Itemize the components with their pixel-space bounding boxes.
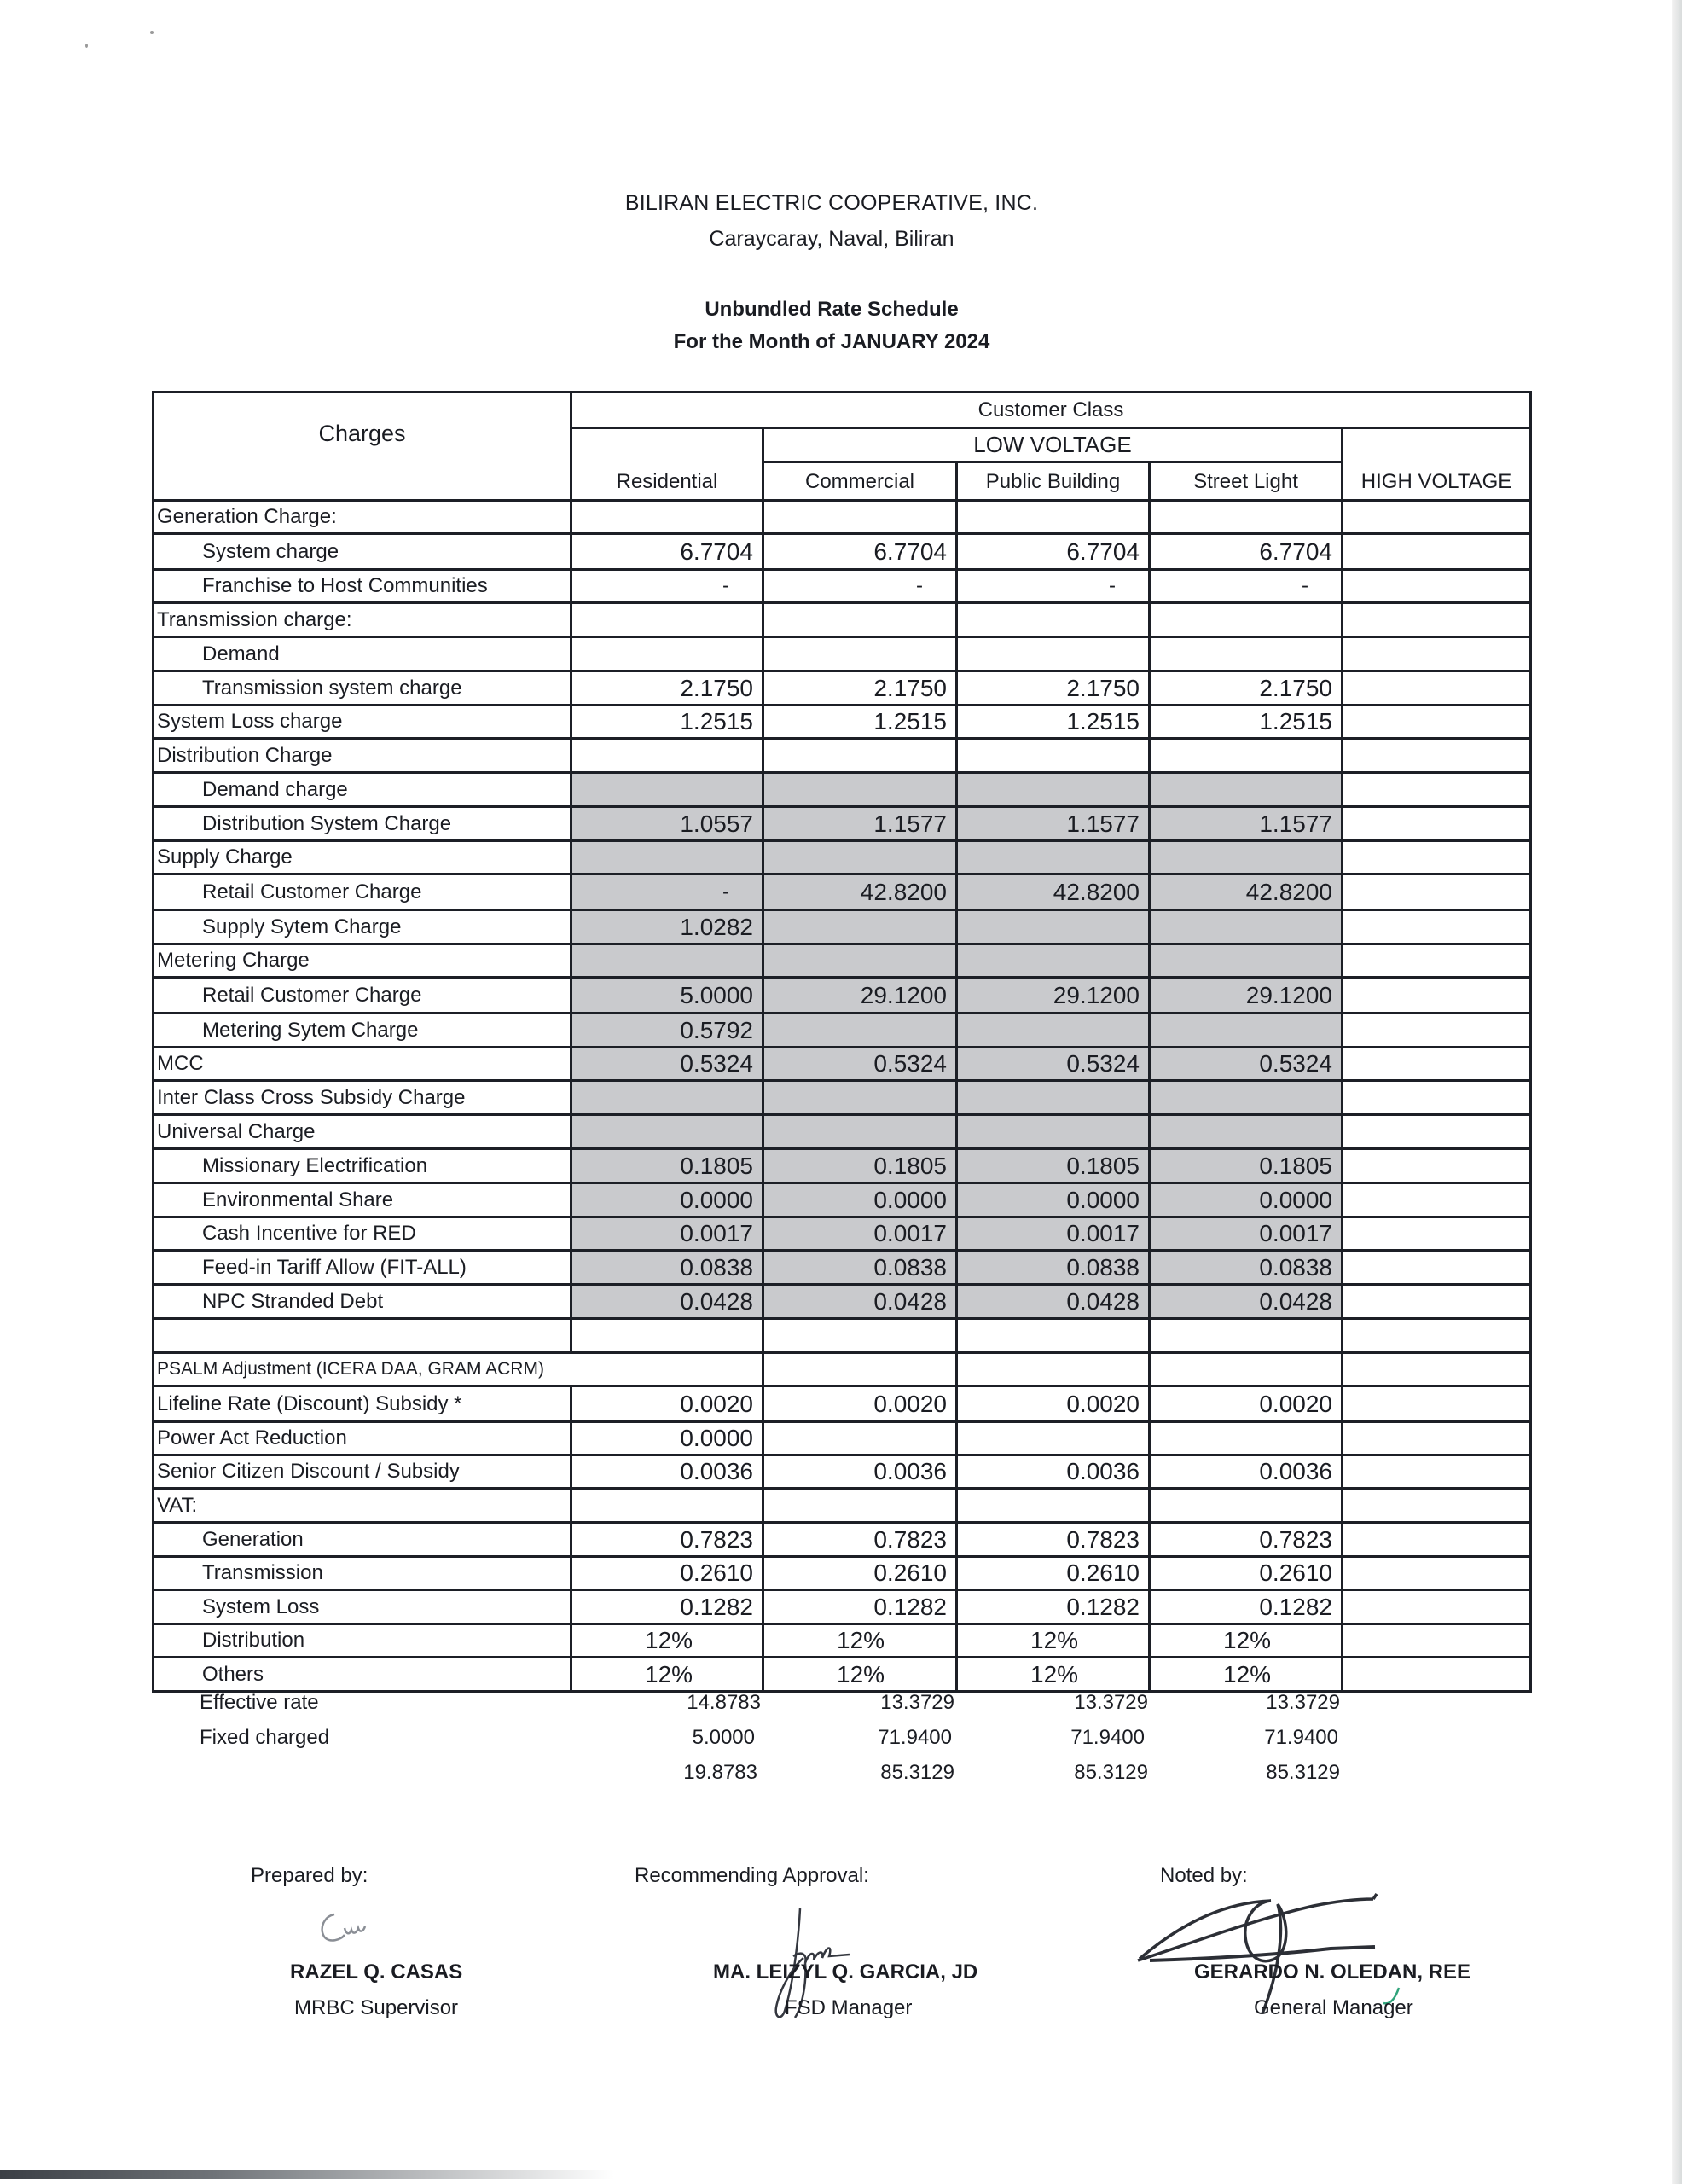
cell-residential: 0.0838: [571, 1251, 763, 1285]
summary-value: 71.9400: [1070, 1726, 1145, 1749]
row-label: Generation Charge:: [154, 501, 571, 534]
cell-commercial: 12%: [763, 1658, 957, 1692]
cell-commercial: [763, 910, 957, 944]
cell-street-light: [1150, 1422, 1343, 1455]
cell-residential: 0.1282: [571, 1590, 763, 1624]
noted-by-label: Noted by:: [1160, 1864, 1248, 1887]
cell-high-voltage: [1343, 1422, 1531, 1455]
cell-public-building: 2.1750: [957, 671, 1150, 706]
cell-street-light: -: [1150, 570, 1343, 603]
cell-street-light: 0.0017: [1150, 1217, 1343, 1251]
row-label: Environmental Share: [154, 1183, 571, 1217]
organization-address: Caraycaray, Naval, Biliran: [709, 227, 954, 251]
cell-residential: [571, 773, 763, 807]
row-label: System charge: [154, 534, 571, 570]
cell-street-light: 42.8200: [1150, 874, 1343, 910]
scan-edge-shadow: [0, 2170, 614, 2179]
header-high-voltage: HIGH VOLTAGE: [1343, 428, 1531, 501]
cell-commercial: 0.0020: [763, 1386, 957, 1422]
cell-street-light: [1150, 1353, 1343, 1386]
cell-street-light: [1150, 1115, 1343, 1149]
cell-residential: 1.0282: [571, 910, 763, 944]
row-label: Metering Sytem Charge: [154, 1014, 571, 1048]
cell-public-building: 0.1805: [957, 1149, 1150, 1183]
signature-casas: [316, 1909, 384, 1948]
cell-public-building: [957, 841, 1150, 874]
cell-residential: 0.0017: [571, 1217, 763, 1251]
cell-commercial: 0.0428: [763, 1285, 957, 1319]
cell-high-voltage: [1343, 1285, 1531, 1319]
row-label: Metering Charge: [154, 944, 571, 978]
prepared-by-label: Prepared by:: [251, 1864, 368, 1887]
cell-high-voltage: [1343, 1455, 1531, 1489]
table-row: [154, 1285, 1531, 1319]
cell-high-voltage: [1343, 910, 1531, 944]
cell-residential: 1.2515: [571, 706, 763, 739]
cell-street-light: [1150, 1319, 1343, 1353]
cell-residential: 0.5792: [571, 1014, 763, 1048]
cell-residential: 0.5324: [571, 1048, 763, 1081]
row-label: MCC: [154, 1048, 571, 1081]
cell-high-voltage: [1343, 739, 1531, 773]
row-label: Supply Charge: [154, 841, 571, 874]
cell-high-voltage: [1343, 1624, 1531, 1658]
cell-street-light: 1.1577: [1150, 807, 1343, 841]
cell-street-light: [1150, 1014, 1343, 1048]
cell-commercial: [763, 501, 957, 534]
header-public-building: Public Building: [957, 462, 1150, 501]
header-low-voltage: LOW VOLTAGE: [763, 428, 1343, 462]
cell-commercial: [763, 944, 957, 978]
cell-high-voltage: [1343, 1115, 1531, 1149]
summary-value: 13.3729: [1074, 1691, 1148, 1714]
cell-residential: [571, 637, 763, 671]
cell-commercial: 6.7704: [763, 534, 957, 570]
row-label: Distribution Charge: [154, 739, 571, 773]
cell-high-voltage: [1343, 807, 1531, 841]
row-label: Feed-in Tariff Allow (FIT-ALL): [154, 1251, 571, 1285]
cell-commercial: 0.1805: [763, 1149, 957, 1183]
cell-high-voltage: [1343, 1557, 1531, 1590]
row-label: Demand charge: [154, 773, 571, 807]
table-row: [154, 603, 1531, 637]
row-label: VAT:: [154, 1489, 571, 1523]
cell-public-building: [957, 944, 1150, 978]
summary-value: 85.3129: [880, 1761, 954, 1784]
row-label: Cash Incentive for RED: [154, 1217, 571, 1251]
cell-public-building: 0.2610: [957, 1557, 1150, 1590]
table-row: [154, 1014, 1531, 1048]
cell-commercial: 1.2515: [763, 706, 957, 739]
cell-commercial: 0.0036: [763, 1455, 957, 1489]
row-label: Missionary Electrification: [154, 1149, 571, 1183]
scan-speck: [150, 31, 154, 34]
row-label: Demand: [154, 637, 571, 671]
cell-street-light: 0.7823: [1150, 1523, 1343, 1557]
table-row: [154, 501, 1531, 534]
cell-high-voltage: [1343, 1319, 1531, 1353]
cell-public-building: 0.0428: [957, 1285, 1150, 1319]
table-row: [154, 1183, 1531, 1217]
table-row: [154, 807, 1531, 841]
cell-residential: 0.0020: [571, 1386, 763, 1422]
cell-high-voltage: [1343, 1081, 1531, 1115]
cell-high-voltage: [1343, 570, 1531, 603]
cell-high-voltage: [1343, 944, 1531, 978]
table-row: [154, 1048, 1531, 1081]
cell-public-building: [957, 773, 1150, 807]
cell-residential: 12%: [571, 1624, 763, 1658]
row-label: Generation: [154, 1523, 571, 1557]
cell-street-light: [1150, 637, 1343, 671]
table-row: [154, 706, 1531, 739]
cell-public-building: 0.0017: [957, 1217, 1150, 1251]
table-row: [154, 570, 1531, 603]
table-row: [154, 1624, 1531, 1658]
cell-residential: [571, 1081, 763, 1115]
cell-public-building: 0.7823: [957, 1523, 1150, 1557]
cell-public-building: [957, 1081, 1150, 1115]
cell-residential: 12%: [571, 1658, 763, 1692]
cell-commercial: 0.2610: [763, 1557, 957, 1590]
table-row: [154, 1353, 1531, 1386]
cell-commercial: 0.0017: [763, 1217, 957, 1251]
cell-residential: [571, 739, 763, 773]
row-label: [154, 1319, 571, 1353]
row-label: NPC Stranded Debt: [154, 1285, 571, 1319]
cell-commercial: -: [763, 570, 957, 603]
cell-public-building: 42.8200: [957, 874, 1150, 910]
cell-street-light: 0.0428: [1150, 1285, 1343, 1319]
cell-public-building: 6.7704: [957, 534, 1150, 570]
cell-high-voltage: [1343, 773, 1531, 807]
cell-commercial: 0.5324: [763, 1048, 957, 1081]
summary-value: 14.8783: [687, 1691, 761, 1714]
table-row: [154, 1251, 1531, 1285]
cell-residential: -: [571, 874, 763, 910]
table-row: [154, 773, 1531, 807]
cell-high-voltage: [1343, 534, 1531, 570]
cell-residential: 6.7704: [571, 534, 763, 570]
cell-public-building: [957, 1489, 1150, 1523]
cell-public-building: 12%: [957, 1658, 1150, 1692]
row-label: Distribution: [154, 1624, 571, 1658]
cell-residential: [571, 841, 763, 874]
row-label: Franchise to Host Communities: [154, 570, 571, 603]
table-row: [154, 1081, 1531, 1115]
row-label: Inter Class Cross Subsidy Charge: [154, 1081, 571, 1115]
cell-residential: 0.1805: [571, 1149, 763, 1183]
cell-commercial: 0.1282: [763, 1590, 957, 1624]
table-row: [154, 1217, 1531, 1251]
cell-commercial: [763, 637, 957, 671]
table-row: [154, 1523, 1531, 1557]
cell-high-voltage: [1343, 671, 1531, 706]
table-row: [154, 671, 1531, 706]
cell-street-light: [1150, 841, 1343, 874]
cell-high-voltage: [1343, 637, 1531, 671]
prepared-by-title: MRBC Supervisor: [294, 1996, 459, 2019]
cell-commercial: [763, 841, 957, 874]
cell-commercial: [763, 1014, 957, 1048]
cell-street-light: [1150, 739, 1343, 773]
table-row: [154, 1319, 1531, 1353]
header-street-light: Street Light: [1150, 462, 1343, 501]
cell-public-building: 0.0036: [957, 1455, 1150, 1489]
cell-residential: [571, 944, 763, 978]
cell-high-voltage: [1343, 1251, 1531, 1285]
cell-commercial: [763, 1081, 957, 1115]
row-label: Power Act Reduction: [154, 1422, 571, 1455]
cell-public-building: [957, 637, 1150, 671]
cell-residential: 0.0000: [571, 1422, 763, 1455]
table-row: [154, 1489, 1531, 1523]
table-row: [154, 1557, 1531, 1590]
cell-commercial: [763, 1489, 957, 1523]
row-label: Universal Charge: [154, 1115, 571, 1149]
cell-public-building: [957, 1014, 1150, 1048]
cell-street-light: 12%: [1150, 1658, 1343, 1692]
cell-street-light: 1.2515: [1150, 706, 1343, 739]
header-commercial: Commercial: [763, 462, 957, 501]
cell-street-light: 0.1805: [1150, 1149, 1343, 1183]
cell-residential: 2.1750: [571, 671, 763, 706]
cell-residential: [571, 1115, 763, 1149]
prepared-by-name: RAZEL Q. CASAS: [290, 1960, 463, 1984]
row-label: Retail Customer Charge: [154, 874, 571, 910]
row-label: PSALM Adjustment (ICERA DAA, GRAM ACRM): [154, 1353, 763, 1386]
cell-street-light: 0.1282: [1150, 1590, 1343, 1624]
cell-street-light: 12%: [1150, 1624, 1343, 1658]
cell-public-building: 12%: [957, 1624, 1150, 1658]
rate-schedule-table: [152, 391, 1532, 1693]
cell-commercial: 1.1577: [763, 807, 957, 841]
table-row: [154, 1455, 1531, 1489]
cell-public-building: [957, 739, 1150, 773]
cell-residential: 1.0557: [571, 807, 763, 841]
table-row: [154, 841, 1531, 874]
cell-public-building: [957, 501, 1150, 534]
summary-label: Effective rate: [200, 1691, 319, 1714]
row-label: System Loss charge: [154, 706, 571, 739]
summary-fixed-charged: [152, 1726, 1529, 1760]
row-label: Others: [154, 1658, 571, 1692]
header-charges: Charges: [154, 392, 571, 501]
cell-high-voltage: [1343, 1523, 1531, 1557]
table-row: [154, 1386, 1531, 1422]
cell-street-light: [1150, 501, 1343, 534]
cell-residential: 0.0428: [571, 1285, 763, 1319]
cell-street-light: 0.0020: [1150, 1386, 1343, 1422]
cell-residential: [571, 1319, 763, 1353]
cell-commercial: [763, 603, 957, 637]
summary-value: 13.3729: [1266, 1691, 1340, 1714]
noted-by-name: GERARDO N. OLEDAN, REE: [1194, 1960, 1471, 1984]
cell-public-building: [957, 603, 1150, 637]
cell-residential: 0.0000: [571, 1183, 763, 1217]
table-row: [154, 910, 1531, 944]
header-row-1: [154, 392, 1531, 428]
row-label: Transmission: [154, 1557, 571, 1590]
cell-commercial: [763, 1319, 957, 1353]
cell-street-light: [1150, 773, 1343, 807]
cell-commercial: 0.0838: [763, 1251, 957, 1285]
cell-commercial: [763, 773, 957, 807]
cell-street-light: [1150, 1081, 1343, 1115]
cell-street-light: [1150, 1489, 1343, 1523]
cell-high-voltage: [1343, 1590, 1531, 1624]
cell-street-light: 0.2610: [1150, 1557, 1343, 1590]
table-row: [154, 1590, 1531, 1624]
cell-commercial: [763, 739, 957, 773]
recommending-name: MA. LEIZYL Q. GARCIA, JD: [713, 1960, 978, 1984]
cell-high-voltage: [1343, 841, 1531, 874]
cell-public-building: [957, 1422, 1150, 1455]
summary-value: 19.8783: [683, 1761, 757, 1784]
cell-street-light: 29.1200: [1150, 978, 1343, 1014]
cell-commercial: 0.7823: [763, 1523, 957, 1557]
cell-residential: 0.7823: [571, 1523, 763, 1557]
table-row: [154, 1658, 1531, 1692]
cell-high-voltage: [1343, 1048, 1531, 1081]
cell-high-voltage: [1343, 1353, 1531, 1386]
table-row: [154, 739, 1531, 773]
cell-public-building: 0.5324: [957, 1048, 1150, 1081]
row-label: Senior Citizen Discount / Subsidy: [154, 1455, 571, 1489]
row-label: Lifeline Rate (Discount) Subsidy *: [154, 1386, 571, 1422]
cell-residential: 0.0036: [571, 1455, 763, 1489]
table-row: [154, 1149, 1531, 1183]
scan-speck: [85, 44, 88, 48]
cell-street-light: 0.0000: [1150, 1183, 1343, 1217]
cell-high-voltage: [1343, 1658, 1531, 1692]
cell-public-building: 0.1282: [957, 1590, 1150, 1624]
cell-commercial: 2.1750: [763, 671, 957, 706]
table-row: [154, 874, 1531, 910]
row-label: Retail Customer Charge: [154, 978, 571, 1014]
cell-street-light: 6.7704: [1150, 534, 1343, 570]
header-residential: Residential: [571, 428, 763, 501]
cell-residential: -: [571, 570, 763, 603]
cell-public-building: -: [957, 570, 1150, 603]
table-row: [154, 1422, 1531, 1455]
cell-commercial: [763, 1115, 957, 1149]
cell-public-building: 0.0020: [957, 1386, 1150, 1422]
cell-street-light: [1150, 603, 1343, 637]
cell-commercial: 42.8200: [763, 874, 957, 910]
table-row: [154, 944, 1531, 978]
summary-total: [152, 1761, 1529, 1795]
cell-street-light: [1150, 910, 1343, 944]
cell-high-voltage: [1343, 1489, 1531, 1523]
cell-residential: 5.0000: [571, 978, 763, 1014]
summary-value: 71.9400: [878, 1726, 952, 1749]
cell-high-voltage: [1343, 1183, 1531, 1217]
row-label: Transmission charge:: [154, 603, 571, 637]
cell-public-building: 1.2515: [957, 706, 1150, 739]
cell-residential: [571, 1489, 763, 1523]
cell-street-light: [1150, 944, 1343, 978]
table-row: [154, 1115, 1531, 1149]
summary-value: 13.3729: [880, 1691, 954, 1714]
cell-residential: [571, 603, 763, 637]
cell-high-voltage: [1343, 1014, 1531, 1048]
document-period: For the Month of JANUARY 2024: [673, 330, 990, 353]
cell-commercial: 29.1200: [763, 978, 957, 1014]
row-label: Distribution System Charge: [154, 807, 571, 841]
cell-high-voltage: [1343, 706, 1531, 739]
cell-public-building: [957, 910, 1150, 944]
cell-street-light: 0.0838: [1150, 1251, 1343, 1285]
organization-name: BILIRAN ELECTRIC COOPERATIVE, INC.: [624, 191, 1039, 215]
cell-commercial: [763, 1353, 957, 1386]
cell-high-voltage: [1343, 501, 1531, 534]
noted-by-title: General Manager: [1254, 1996, 1413, 2019]
summary-value: 5.0000: [692, 1726, 755, 1749]
cell-public-building: 29.1200: [957, 978, 1150, 1014]
cell-high-voltage: [1343, 1149, 1531, 1183]
cell-public-building: 0.0000: [957, 1183, 1150, 1217]
table-row: [154, 637, 1531, 671]
cell-street-light: 0.0036: [1150, 1455, 1343, 1489]
cell-street-light: 0.5324: [1150, 1048, 1343, 1081]
cell-residential: 0.2610: [571, 1557, 763, 1590]
summary-effective-rate: [152, 1691, 1529, 1725]
cell-high-voltage: [1343, 978, 1531, 1014]
row-label: Transmission system charge: [154, 671, 571, 706]
cell-public-building: [957, 1353, 1150, 1386]
cell-commercial: [763, 1422, 957, 1455]
scan-edge: [1672, 0, 1682, 2184]
cell-high-voltage: [1343, 1217, 1531, 1251]
summary-label: Fixed charged: [200, 1726, 330, 1749]
table-row: [154, 534, 1531, 570]
cell-street-light: 2.1750: [1150, 671, 1343, 706]
cell-commercial: 0.0000: [763, 1183, 957, 1217]
cell-public-building: 1.1577: [957, 807, 1150, 841]
summary-value: 71.9400: [1264, 1726, 1338, 1749]
table-row: [154, 978, 1531, 1014]
recommending-title: FSD Manager: [785, 1996, 913, 2019]
cell-commercial: 12%: [763, 1624, 957, 1658]
recommending-approval-label: Recommending Approval:: [635, 1864, 869, 1887]
cell-public-building: [957, 1115, 1150, 1149]
cell-public-building: 0.0838: [957, 1251, 1150, 1285]
header-customer-class: Customer Class: [571, 392, 1531, 428]
cell-high-voltage: [1343, 1386, 1531, 1422]
cell-residential: [571, 501, 763, 534]
cell-high-voltage: [1343, 874, 1531, 910]
row-label: Supply Sytem Charge: [154, 910, 571, 944]
cell-public-building: [957, 1319, 1150, 1353]
row-label: System Loss: [154, 1590, 571, 1624]
document-title: Unbundled Rate Schedule: [705, 298, 959, 321]
summary-value: 85.3129: [1074, 1761, 1148, 1784]
summary-value: 85.3129: [1266, 1761, 1340, 1784]
cell-high-voltage: [1343, 603, 1531, 637]
